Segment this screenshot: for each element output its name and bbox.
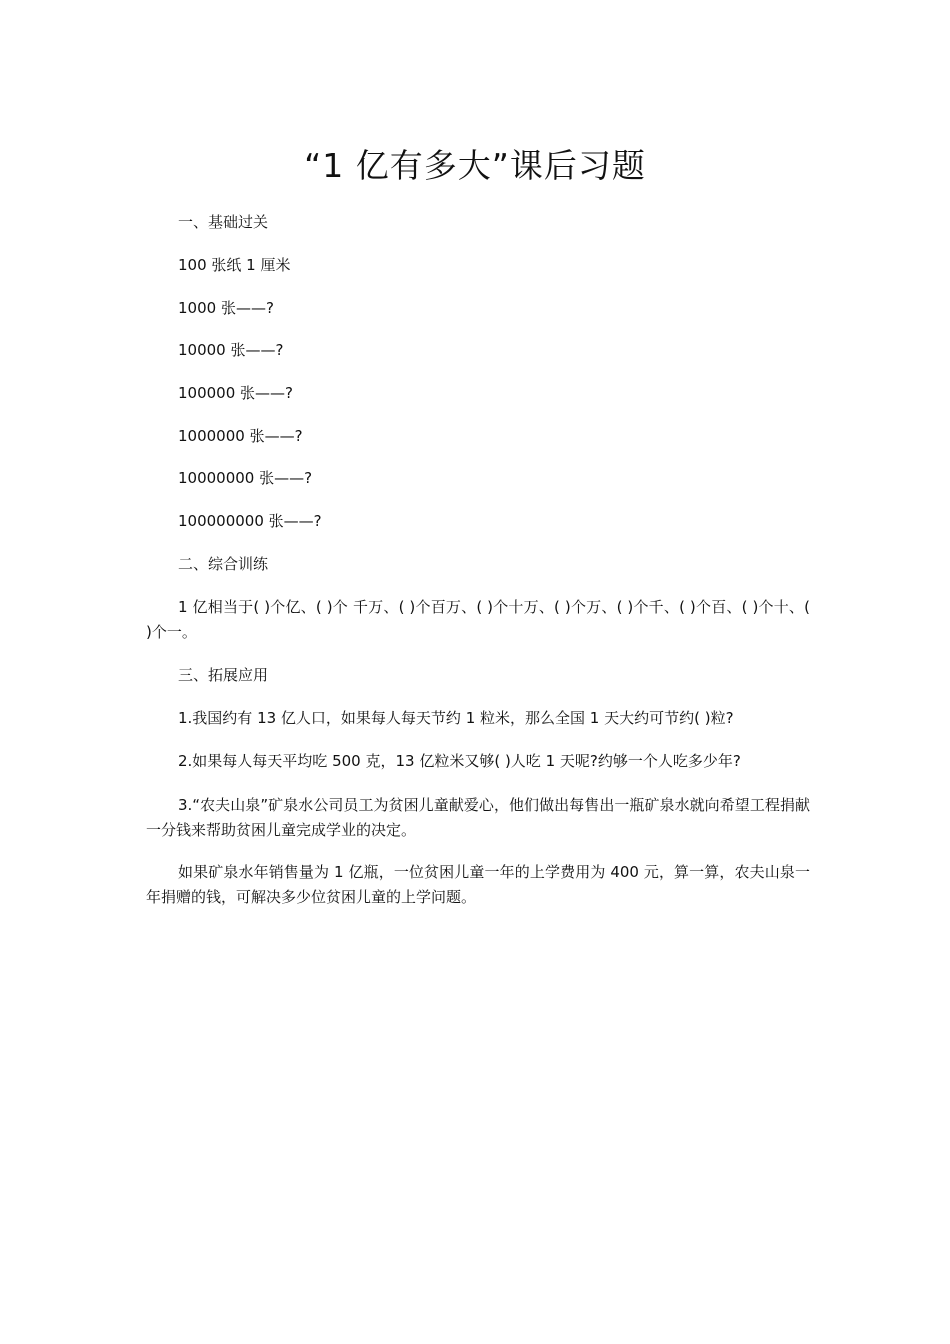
section-heading-basics: 一、基础过关 xyxy=(178,213,269,231)
basics-line-5: 1000000 张——? xyxy=(178,427,303,445)
section-heading-extension: 三、拓展应用 xyxy=(178,666,269,684)
section-heading-training: 二、综合训练 xyxy=(178,555,269,573)
basics-line-7: 100000000 张——? xyxy=(178,512,322,530)
extension-question-1: 1.我国约有 13 亿人口，如果每人每天节约 1 粒米，那么全国 1 天大约可节约( )粒? xyxy=(178,709,734,727)
basics-line-4: 100000 张——? xyxy=(178,384,293,402)
extension-question-3-followup: 如果矿泉水年销售量为 1 亿瓶，一位贫困儿童一年的上学费用为 400 元，算一算，农夫山泉一年捐赠的钱，可解决多少位贫困儿童的上学问题。 xyxy=(146,863,810,906)
basics-line-3: 10000 张——? xyxy=(178,341,284,359)
extension-question-2: 2.如果每人每天平均吃 500 克，13 亿粒米又够( )人吃 1 天呢?约够一个人吃多少年? xyxy=(178,752,741,770)
training-question: 1 亿相当于( )个亿、( )个 千万、( )个百万、( )个十万、( )个万、( )个千、( )个百、( )个十、( )个一。 xyxy=(146,598,810,641)
extension-question-3: 3.“农夫山泉”矿泉水公司员工为贫困儿童献爱心，他们做出每售出一瓶矿泉水就向希望工程捐献一分钱来帮助贫困儿童完成学业的决定。 xyxy=(146,796,810,839)
basics-line-2: 1000 张——? xyxy=(178,299,274,317)
basics-line-1: 100 张纸 1 厘米 xyxy=(178,256,291,274)
document-title: “1 亿有多大”课后习题 xyxy=(304,146,646,185)
basics-line-6: 10000000 张——? xyxy=(178,469,313,487)
